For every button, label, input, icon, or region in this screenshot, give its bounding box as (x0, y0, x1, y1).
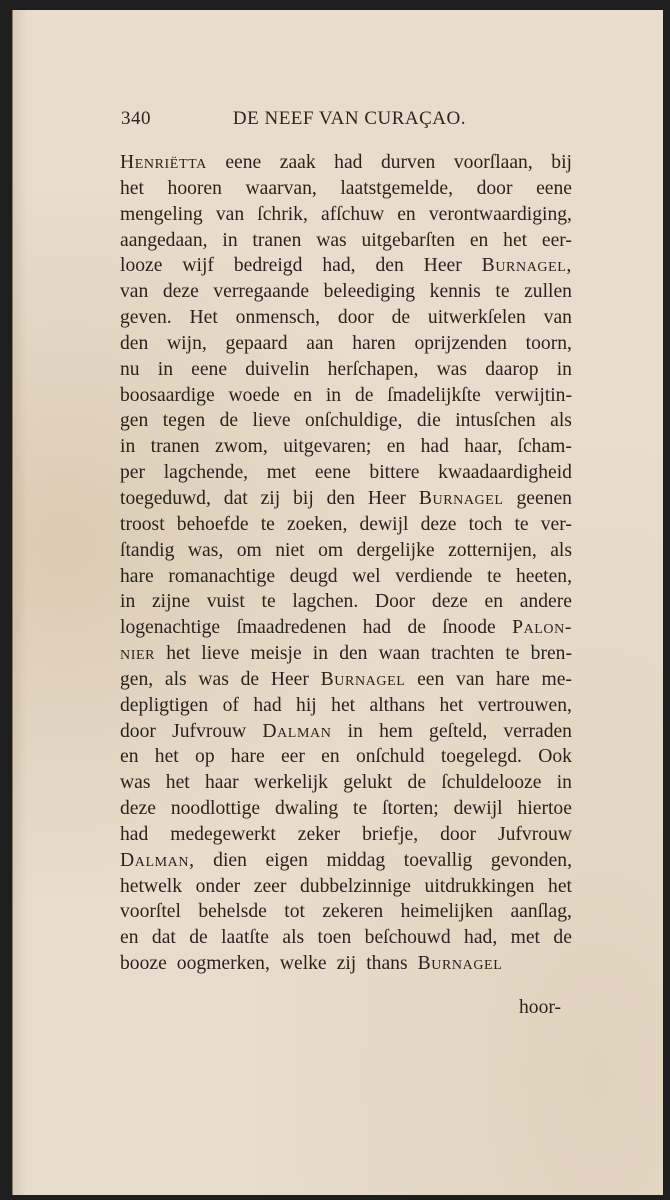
word: het (166, 643, 191, 665)
word: Door (374, 591, 416, 613)
word: gepaard (225, 332, 288, 354)
body-text (120, 150, 572, 977)
small-caps-name: nier (120, 643, 156, 665)
word: kwaadaardigheid (438, 462, 572, 484)
word: zeer (253, 875, 287, 897)
word: thans (366, 953, 408, 975)
word: hare (230, 746, 265, 768)
word: als (282, 927, 305, 949)
word: in (222, 229, 238, 251)
word: in (556, 772, 572, 794)
word: niet (275, 539, 305, 561)
text-line (120, 796, 572, 822)
word: van (215, 203, 245, 225)
word: van (120, 281, 149, 303)
word: uitgevaren; (283, 436, 372, 458)
word: en (120, 746, 139, 768)
word: te (261, 591, 276, 613)
word: en (120, 927, 139, 949)
word: voorſtel (120, 901, 181, 923)
word: en (397, 203, 416, 225)
word: oprijzenden (414, 332, 507, 354)
word: te (495, 281, 510, 303)
word: in (120, 591, 136, 613)
word: in (556, 358, 572, 380)
word: laatſte (221, 927, 269, 949)
word: in (325, 384, 342, 406)
word: te (487, 565, 502, 587)
word: het (331, 694, 356, 716)
word: had (362, 617, 392, 639)
word: dewijl (453, 798, 503, 820)
word: was (120, 772, 151, 794)
word: hiertoe (517, 798, 572, 820)
word: toorn, (525, 332, 572, 354)
word: heeten, (515, 565, 572, 587)
word: had, (464, 927, 498, 949)
word: middag (326, 849, 386, 871)
word: hare (120, 565, 154, 587)
word: meisje (250, 643, 302, 665)
word: Heer (423, 255, 462, 277)
text-line (120, 615, 572, 641)
word: het (154, 746, 179, 768)
word: geven. (120, 307, 172, 329)
word: eene (314, 462, 351, 484)
word: waarvan, (245, 177, 317, 199)
word: deze (431, 591, 468, 613)
word: als (550, 539, 572, 561)
word: voorſlaan, (453, 152, 533, 173)
text-line (120, 331, 572, 357)
text-line (120, 770, 572, 796)
text-line (120, 719, 572, 745)
word: hetwelk (120, 875, 183, 897)
word: zeker (297, 823, 341, 845)
word: zoeken, (286, 513, 348, 535)
word: duivelin (245, 358, 310, 380)
word: in (347, 720, 363, 742)
word: Jufvrouw (172, 720, 247, 742)
text-line (120, 564, 572, 590)
word: Het (189, 307, 218, 329)
word: briefje, (362, 823, 419, 845)
text-line (120, 357, 572, 383)
word: den (339, 643, 368, 665)
text-line (120, 279, 572, 305)
text-line (120, 408, 572, 434)
word: nu (120, 358, 140, 380)
word: de (189, 927, 208, 949)
word: toen (317, 927, 352, 949)
word: andere (519, 591, 572, 613)
text-line (120, 538, 572, 564)
word: noodlottige (170, 798, 261, 820)
word: toch (468, 513, 503, 535)
word: verwijtin- (494, 384, 572, 406)
word: ſmadelijkſte (387, 384, 481, 406)
word: haar, (464, 436, 503, 458)
word: wijn, (167, 332, 207, 354)
word: den (326, 487, 355, 509)
word: me- (541, 668, 572, 690)
small-caps-name: Burnagel (418, 487, 504, 509)
word: kennis (429, 281, 481, 303)
word: medegewerkt (170, 823, 276, 845)
word: had (253, 694, 282, 716)
word: geenen (516, 487, 572, 509)
word: de (553, 927, 572, 949)
word: dwaling (275, 798, 339, 820)
text-line (120, 693, 572, 719)
word: eene (536, 177, 572, 199)
word: de (240, 668, 260, 690)
word: dat (151, 927, 176, 949)
word: heimelijken (400, 901, 494, 923)
small-caps-name: Burnagel (417, 953, 503, 975)
word: verontwaardiging, (428, 203, 572, 225)
word: of (222, 694, 239, 716)
word: booze (120, 953, 167, 975)
word: bij (293, 487, 314, 509)
word: uitwerkſelen (427, 307, 526, 329)
word: in (120, 436, 136, 458)
word: ſtandig (120, 539, 175, 561)
word: zaak (279, 152, 316, 173)
word: haar (204, 772, 239, 794)
word: trachten (431, 643, 495, 665)
word: deugd (289, 565, 338, 587)
text-line (120, 434, 572, 460)
word: deze (120, 798, 156, 820)
word: dubbelzinnige (299, 875, 411, 897)
word: door (337, 307, 374, 329)
word: eene (191, 358, 228, 380)
word: althans (369, 694, 426, 716)
text-line (120, 744, 572, 770)
word: afſchuw (321, 203, 385, 225)
word: wel (352, 565, 381, 587)
word: toegeduwd, (120, 487, 211, 509)
word: mengeling (120, 203, 203, 225)
text-line (120, 253, 572, 279)
word: laatstgemelde, (340, 177, 453, 199)
small-caps-name: Dalman, (120, 849, 195, 871)
word: tot (284, 901, 305, 923)
word: gevonden, (490, 849, 572, 871)
word: behelsde (198, 901, 267, 923)
word: ſchuldelooze (441, 772, 542, 794)
word: was, (187, 539, 224, 561)
word: wijf (182, 255, 214, 277)
word: door (120, 720, 156, 742)
word: met (266, 462, 297, 484)
word: zwom, (215, 436, 268, 458)
word: bittere (369, 462, 420, 484)
word: ſmaadredenen (236, 617, 347, 639)
word: was (316, 229, 347, 251)
word: Heer (367, 487, 406, 509)
word: hem (379, 720, 413, 742)
word: lagchen. (292, 591, 359, 613)
word: om (236, 539, 262, 561)
word: geſteld, (429, 720, 488, 742)
word: eer (280, 746, 305, 768)
word: het (165, 772, 190, 794)
word: zij (336, 953, 357, 975)
word: den (375, 255, 404, 277)
word: te (505, 643, 520, 665)
word: waan (378, 643, 420, 665)
word: en (386, 436, 406, 458)
word: zijne (151, 591, 191, 613)
text-line (120, 641, 572, 667)
word: de (407, 617, 426, 639)
word: was (436, 358, 468, 380)
text-line (120, 512, 572, 538)
word: als (164, 668, 187, 690)
text-line (120, 822, 572, 848)
word: beſchouwd (364, 927, 451, 949)
word: te (260, 513, 275, 535)
word: het (548, 875, 572, 897)
word: Heer (270, 668, 309, 690)
word: troost (120, 513, 165, 535)
word: dergelijke (356, 539, 435, 561)
word: ſnoode (442, 617, 496, 639)
word: ſchrik, (257, 203, 308, 225)
word: bren- (530, 643, 572, 665)
text-line (120, 176, 572, 202)
word: lieve (201, 643, 240, 665)
word: het (120, 177, 144, 199)
text-line (120, 202, 572, 228)
word: behoefde (176, 513, 249, 535)
word: met (510, 927, 541, 949)
word: werkelijk (253, 772, 328, 794)
running-title: DE NEEF VAN CURAÇAO. (232, 108, 466, 129)
word: gen (120, 410, 149, 432)
word: durven (380, 152, 436, 173)
word: van (543, 307, 572, 329)
word: verregaande (213, 281, 310, 303)
word: en (293, 384, 312, 406)
word: bij (551, 152, 572, 173)
word: verdiende (395, 565, 473, 587)
word: per (120, 462, 146, 484)
text-line (120, 951, 572, 977)
page-number: 340 (121, 108, 151, 129)
word: hooren (167, 177, 222, 199)
running-head (121, 108, 466, 130)
word: ſtorten; (382, 798, 439, 820)
word: dien (213, 849, 247, 871)
word: aan (306, 332, 334, 354)
word: aangedaan, (120, 229, 208, 251)
text-line (120, 874, 572, 900)
word: dewijl (359, 513, 409, 535)
word: eer- (541, 229, 572, 251)
word: ver- (540, 513, 572, 535)
word: lagchende, (163, 462, 249, 484)
word: uitdrukkingen (424, 875, 535, 897)
catchword: hoor- (519, 997, 562, 1018)
word: verraden (503, 720, 572, 742)
word: tranen (252, 229, 302, 251)
word: op (195, 746, 215, 768)
word: oogmerken, (176, 953, 270, 975)
word: toevallig (403, 849, 473, 871)
word: de (354, 384, 374, 406)
word: logenachtige (120, 617, 221, 639)
word: tranen (150, 436, 200, 458)
word: die (416, 410, 441, 432)
word: zotternijen, (448, 539, 537, 561)
word: hij (296, 694, 317, 716)
word: zullen (524, 281, 572, 303)
word: zij (260, 487, 281, 509)
word: depligtigen (120, 694, 209, 716)
small-caps-name: Henriëtta (120, 152, 207, 173)
word: had (334, 152, 363, 173)
word: vuist (206, 591, 245, 613)
word: als (550, 410, 572, 432)
word: te (514, 513, 529, 535)
text-line (120, 589, 572, 615)
word: tegen (162, 410, 206, 432)
word: had (420, 436, 449, 458)
word: van (456, 668, 485, 690)
text-line (120, 848, 572, 874)
word: gelukt (343, 772, 393, 794)
word: was (198, 668, 229, 690)
word: woede (228, 384, 280, 406)
word: door (476, 177, 513, 199)
word: dat (223, 487, 248, 509)
small-caps-name: Burnagel (320, 668, 406, 690)
word: aanſlag, (510, 901, 572, 923)
word: het (439, 694, 464, 716)
word: en (484, 591, 503, 613)
word: de (391, 307, 411, 329)
word: vertrouwen, (477, 694, 572, 716)
text-line (120, 150, 572, 176)
word: om (318, 539, 344, 561)
word: den (120, 332, 149, 354)
word: herſchapen, (327, 358, 419, 380)
small-caps-name: Burnagel, (481, 255, 572, 277)
word: beleediging (323, 281, 416, 303)
word: de (407, 772, 427, 794)
word: intusſchen (455, 410, 536, 432)
word: gen, (120, 668, 154, 690)
word: onmensch, (235, 307, 320, 329)
word: door (440, 823, 477, 845)
word: hare (496, 668, 530, 690)
word: onſchuldige, (305, 410, 403, 432)
text-line (120, 667, 572, 693)
word: bedreigd (233, 255, 303, 277)
word: Jufvrouw (497, 823, 572, 845)
word: deze (420, 513, 457, 535)
text-line (120, 899, 572, 925)
text-line (120, 460, 572, 486)
text-line (120, 383, 572, 409)
word: had (120, 823, 149, 845)
word: de (219, 410, 239, 432)
word: welke (279, 953, 327, 975)
word: zekeren (322, 901, 384, 923)
word: te (353, 798, 368, 820)
word: eigen (265, 849, 308, 871)
word: onder (195, 875, 241, 897)
word: had, (322, 255, 356, 277)
word: lieve (252, 410, 291, 432)
word: ſcham- (517, 436, 572, 458)
word: haren (352, 332, 396, 354)
text-line (120, 305, 572, 331)
word: romanachtige (168, 565, 276, 587)
word: Ook (538, 746, 572, 768)
text-line (120, 228, 572, 254)
word: en (469, 229, 489, 251)
word: deze (162, 281, 199, 303)
word: in (157, 358, 173, 380)
word: looze (120, 255, 163, 277)
text-line (120, 925, 572, 951)
small-caps-name: Palon- (512, 617, 572, 639)
word: een (417, 668, 445, 690)
text-line (120, 486, 572, 512)
word: het (503, 229, 528, 251)
word: uitgebarſten (361, 229, 456, 251)
word: en (321, 746, 340, 768)
word: eene (225, 152, 262, 173)
small-caps-name: Dalman (262, 720, 332, 742)
word: onſchuld (355, 746, 425, 768)
word: in (312, 643, 329, 665)
word: daarop (485, 358, 539, 380)
word: boosaardige (120, 384, 215, 406)
word: toegelegd. (440, 746, 522, 768)
